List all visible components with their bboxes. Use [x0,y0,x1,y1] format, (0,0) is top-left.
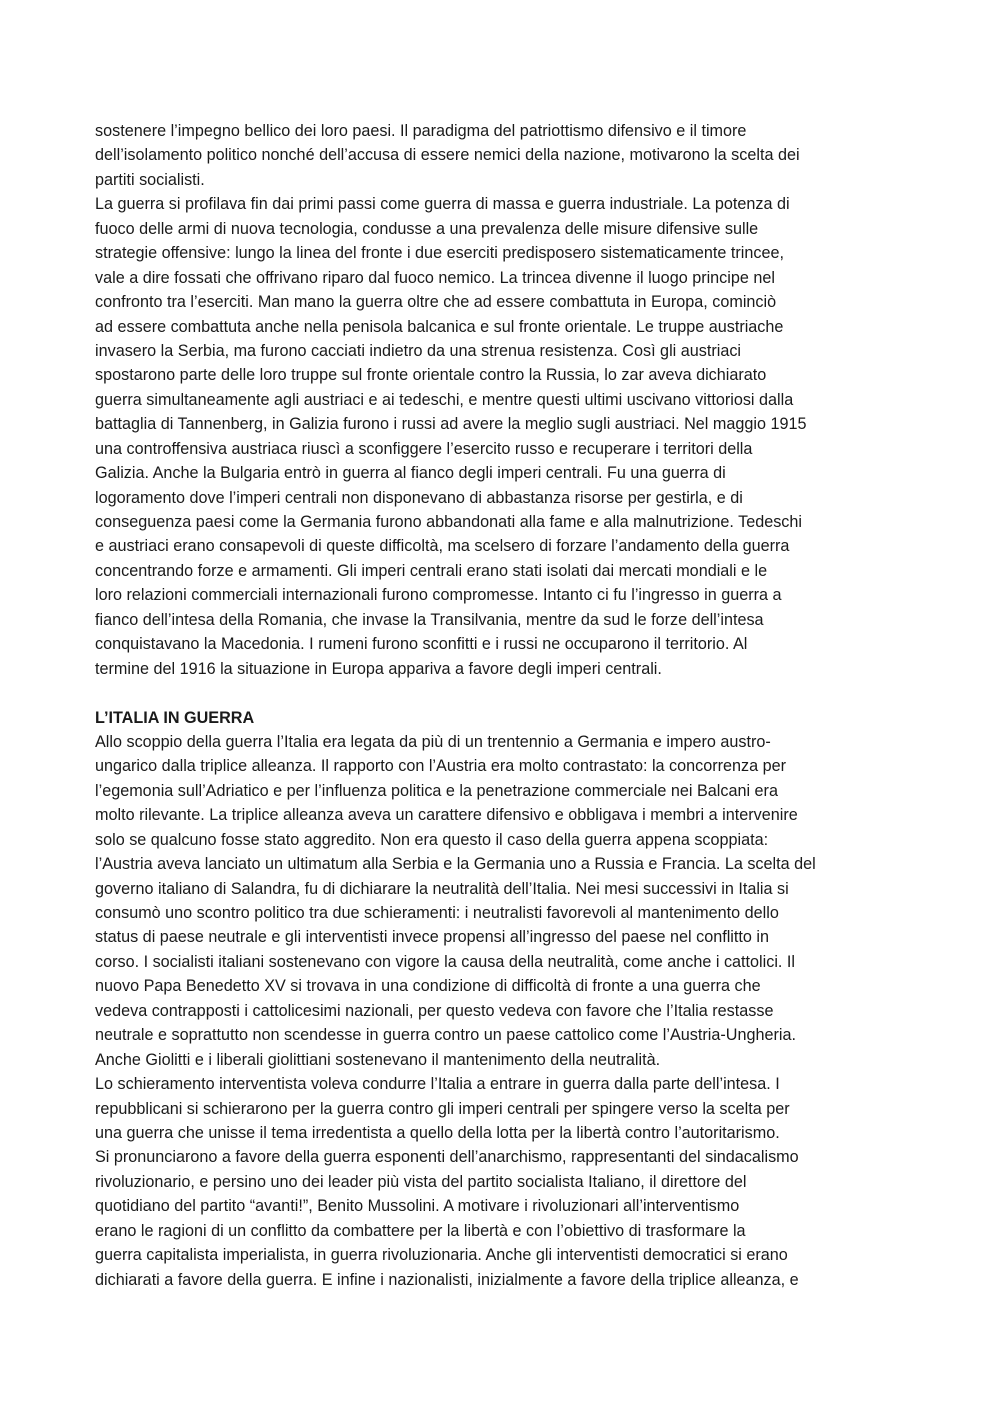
text-line: l’Austria aveva lanciato un ultimatum alla Serbia e la Germania uno a Russia e Francia. La scelta del [95,855,816,874]
document-page [95,119,907,1292]
text-line: Galizia. Anche la Bulgaria entrò in guerra al fianco degli imperi centrali. Fu una guerra di [95,464,726,483]
paragraph-3 [95,730,907,1072]
text-line: nuovo Papa Benedetto XV si trovava in una condizione di difficoltà di fronte a una guerra che [95,977,761,996]
text-line: guerra simultaneamente agli austriaci e ai tedeschi, e mentre questi ultimi uscivano vittoriosi dalla [95,390,794,409]
text-line: logoramento dove l’imperi centrali non disponevano di abbastanza risorse per gestirla, e di [95,488,743,507]
text-line: molto rilevante. La triplice alleanza aveva un carattere difensivo e obbligava i membri a intervenire [95,806,798,825]
text-line: invasero la Serbia, ma furono cacciati indietro da una strenua resistenza. Così gli austriaci [95,341,742,360]
section-heading: L’ITALIA IN GUERRA [95,708,255,727]
text-line: dichiarati a favore della guerra. E infine i nazionalisti, inizialmente a favore della triplice alleanza, e [95,1270,799,1289]
text-line: confronto tra l’eserciti. Man mano la guerra oltre che ad essere combattuta in Europa, cominciò [95,293,777,312]
paragraph-2 [95,192,907,681]
text-line: repubblicani si schierarono per la guerra contro gli imperi centrali per spingere verso la scelta per [95,1099,790,1118]
text-line: sostenere l’impegno bellico dei loro paesi. Il paradigma del patriottismo difensivo e il timore [95,122,747,140]
text-line: La guerra si profilava fin dai primi passi come guerra di massa e guerra industriale. La potenza di [95,195,790,214]
text-line: Lo schieramento interventista voleva condurre l’Italia a entrare in guerra dalla parte dell’intesa. I [95,1075,780,1094]
text-line: battaglia di Tannenberg, in Galizia furono i russi ad avere la meglio sugli austriaci. Nel maggio 1915 [95,415,807,434]
text-line: spostarono parte delle loro truppe sul fronte orientale contro la Russia, lo zar aveva dichiarato [95,366,767,385]
text-line: quotidiano del partito “avanti!”, Benito Mussolini. A motivare i rivoluzionari all’interventismo [95,1197,740,1216]
text-line: governo italiano di Salandra, fu di dichiarare la neutralità dell’Italia. Nei mesi successivi in Italia si [95,879,789,898]
text-line: ad essere combattuta anche nella penisola balcanica e sul fronte orientale. Le truppe austriache [95,317,784,336]
text-line: corso. I socialisti italiani sostenevano con vigore la causa della neutralità, come anche i cattolici. Il [95,952,796,971]
text-line: Si pronunciarono a favore della guerra esponenti dell’anarchismo, rappresentanti del sindacalismo [95,1148,799,1167]
text-line: vedeva contrapposti i cattolicesimi nazionali, per questo vedeva con favore che l’Italia restasse [95,1001,774,1020]
blank-line [95,681,907,705]
text-line: e austriaci erano consapevoli di queste difficoltà, ma scelsero di forzare l’andamento della guerra [95,537,790,556]
text-line: l’egemonia sull’Adriatico e per l’influenza politica e la penetrazione commerciale nei Balcani era [95,781,778,800]
text-line: fuoco delle armi di nuova tecnologia, condusse a una prevalenza delle misure difensive sulle [95,219,759,238]
text-line: consumò uno scontro politico tra due schieramenti: i neutralisti favorevoli al mantenimento dello [95,904,779,922]
text-line: strategie offensive: lungo la linea del fronte i due eserciti predisposero sistematicamente trincee, [95,244,784,263]
paragraph-1 [95,119,907,192]
text-line: vale a dire fossati che offrivano riparo dal fuoco nemico. La trincea divenne il luogo principe nel [95,268,775,287]
text-line: ungarico dalla triplice alleanza. Il rapporto con l’Austria era molto contrastato: la concorrenza per [95,757,787,776]
text-line: Anche Giolitti e i liberali giolittiani sostenevano il mantenimento della neutralità. [95,1050,661,1069]
text-line: dell’isolamento politico nonché dell’accusa di essere nemici della nazione, motivarono la scelta dei [95,146,800,165]
text-line: termine del 1916 la situazione in Europa appariva a favore degli imperi centrali. [95,659,662,678]
text-line: guerra capitalista imperialista, in guerra rivoluzionaria. Anche gli interventisti democratici si erano [95,1246,788,1265]
text-line: loro relazioni commerciali internazionali furono compromesse. Intanto ci fu l’ingresso in guerra a [95,586,782,605]
text-line: concentrando forze e armamenti. Gli imperi centrali erano stati isolati dai mercati mondiali e le [95,561,768,580]
paragraph-4 [95,1072,907,1292]
text-line: una controffensiva austriaca riuscì a sconfiggere l’esercito russo e recuperare i territori della [95,439,753,458]
text-line: rivoluzionario, e persino uno dei leader più vista del partito socialista Italiano, il direttore del [95,1172,747,1191]
text-line: conquistavano la Macedonia. I rumeni furono sconfitti e i russi ne occuparono il territorio. Al [95,635,748,654]
text-line: neutrale e soprattutto non scendesse in guerra contro un paese cattolico come l’Austria-Ungheria. [95,1026,796,1045]
text-line: fianco dell’intesa della Romania, che invase la Transilvania, mentre da sud le forze dell’intesa [95,610,764,629]
text-line: status di paese neutrale e gli interventisti invece propensi all’ingresso del paese nel conflitto in [95,928,769,947]
text-line: erano le ragioni di un conflitto da combattere per la libertà e con l’obiettivo di trasformare la [95,1221,746,1240]
text-line: partiti socialisti. [95,170,205,189]
text-line: una guerra che unisse il tema irredentista a quello della lotta per la libertà contro l’autoritarismo. [95,1123,780,1142]
text-line: solo se qualcuno fosse stato aggredito. Non era questo il caso della guerra appena scoppiata: [95,830,769,849]
text-line: Allo scoppio della guerra l’Italia era legata da più di un trentennio a Germania e impero austro- [95,732,771,751]
text-line: conseguenza paesi come la Germania furono abbandonati alla fame e alla malnutrizione. Tedeschi [95,513,802,531]
